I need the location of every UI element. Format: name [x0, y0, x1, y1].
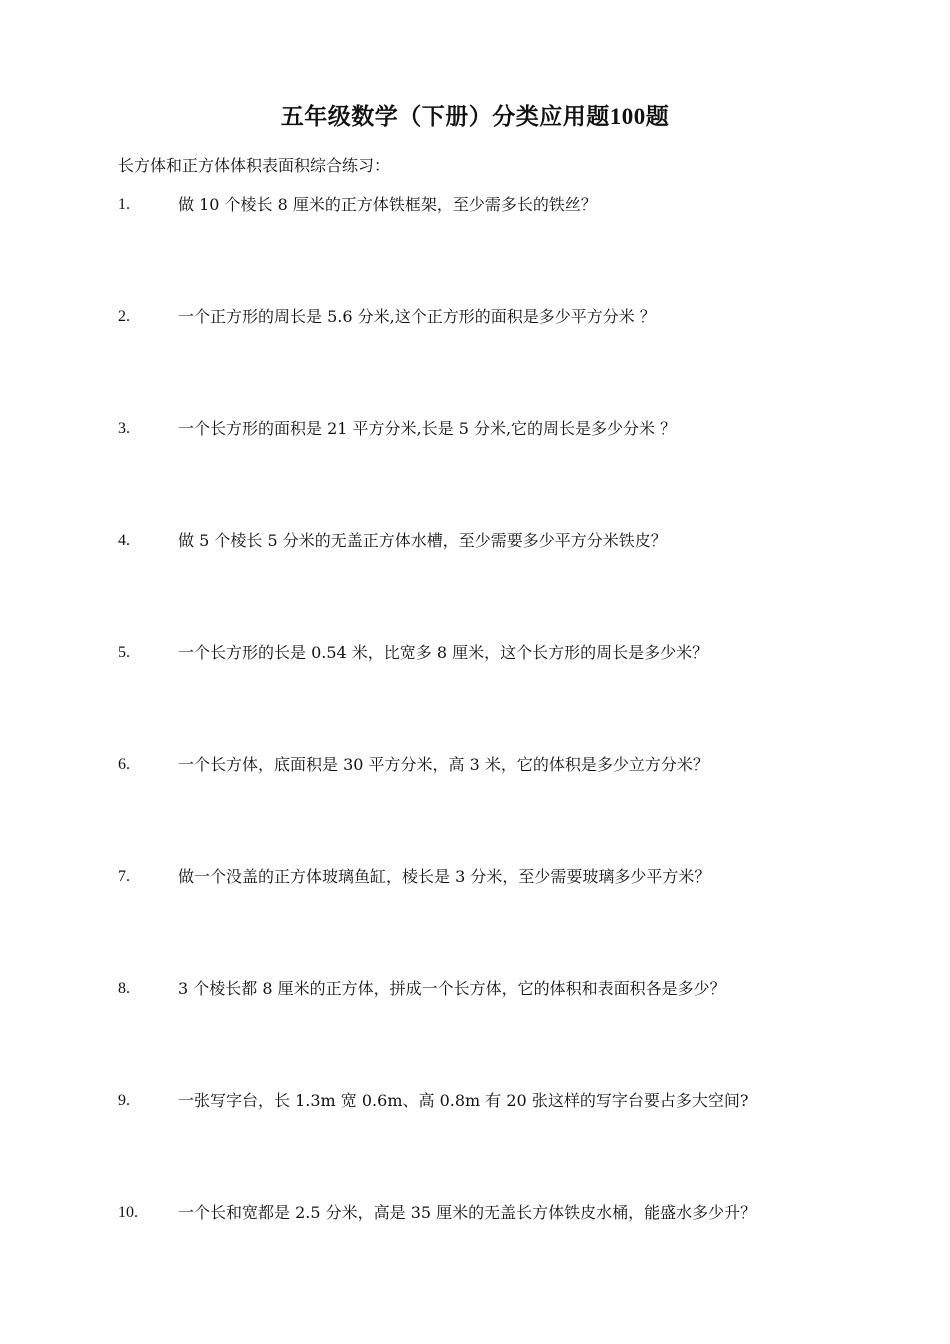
question-item: [118, 192, 860, 218]
question-text: 3 个棱长都 8 厘米的正方体，拼成一个长方体，它的体积和表面积各是多少？: [178, 979, 726, 998]
question-text: 做 5 个棱长 5 分米的无盖正方体水槽，至少需要多少平方分米铁皮？: [178, 531, 667, 550]
question-item: [118, 416, 860, 442]
title-main: 五年级数学（下册）分类应用题: [280, 103, 610, 130]
question-text: 一张写字台，长 1.3m 宽 0.6m、高 0.8m 有 20 张这样的写字台要占多大空间?: [178, 1091, 749, 1110]
question-number: 4.: [118, 532, 130, 549]
question-number: 8.: [118, 980, 130, 997]
page-title: [0, 100, 950, 134]
question-text: 一个长方形的面积是 21 平方分米,长是 5 分米,它的周长是多少分米 ？: [178, 419, 677, 438]
question-item: [118, 976, 860, 1002]
question-number: 9.: [118, 1092, 130, 1109]
question-item: [118, 1200, 860, 1226]
question-item: [118, 1088, 860, 1114]
question-text: 一个长方体，底面积是 30 平方分米，高 3 米，它的体积是多少立方分米？: [178, 755, 709, 774]
question-item: [118, 528, 860, 554]
question-text: 做 10 个棱长 8 厘米的正方体铁框架，至少需多长的铁丝？: [178, 195, 597, 214]
question-text: 一个长和宽都是 2.5 分米，高是 35 厘米的无盖长方体铁皮水桶，能盛水多少升？: [178, 1203, 757, 1222]
question-item: [118, 640, 860, 666]
question-text: 一个正方形的周长是 5.6 分米,这个正方形的面积是多少平方分米 ？: [178, 307, 656, 326]
question-number: 7.: [118, 868, 130, 885]
question-text: 做一个没盖的正方体玻璃鱼缸，棱长是 3 分米，至少需要玻璃多少平方米？: [178, 867, 711, 886]
question-number: 3.: [118, 420, 130, 437]
title-suffix: 题: [645, 103, 670, 130]
question-text: 一个长方形的长是 0.54 米，比宽多 8 厘米，这个长方形的周长是多少米？: [178, 643, 709, 662]
question-item: [118, 752, 860, 778]
question-number: 2.: [118, 308, 130, 325]
question-number: 1.: [118, 196, 130, 213]
question-number: 10.: [118, 1204, 138, 1221]
question-number: 6.: [118, 756, 130, 773]
title-number: 100: [609, 104, 646, 129]
question-item: [118, 304, 860, 330]
question-number: 5.: [118, 644, 130, 661]
question-item: [118, 864, 860, 890]
section-heading: 长方体和正方体体积表面积综合练习：: [118, 156, 391, 175]
